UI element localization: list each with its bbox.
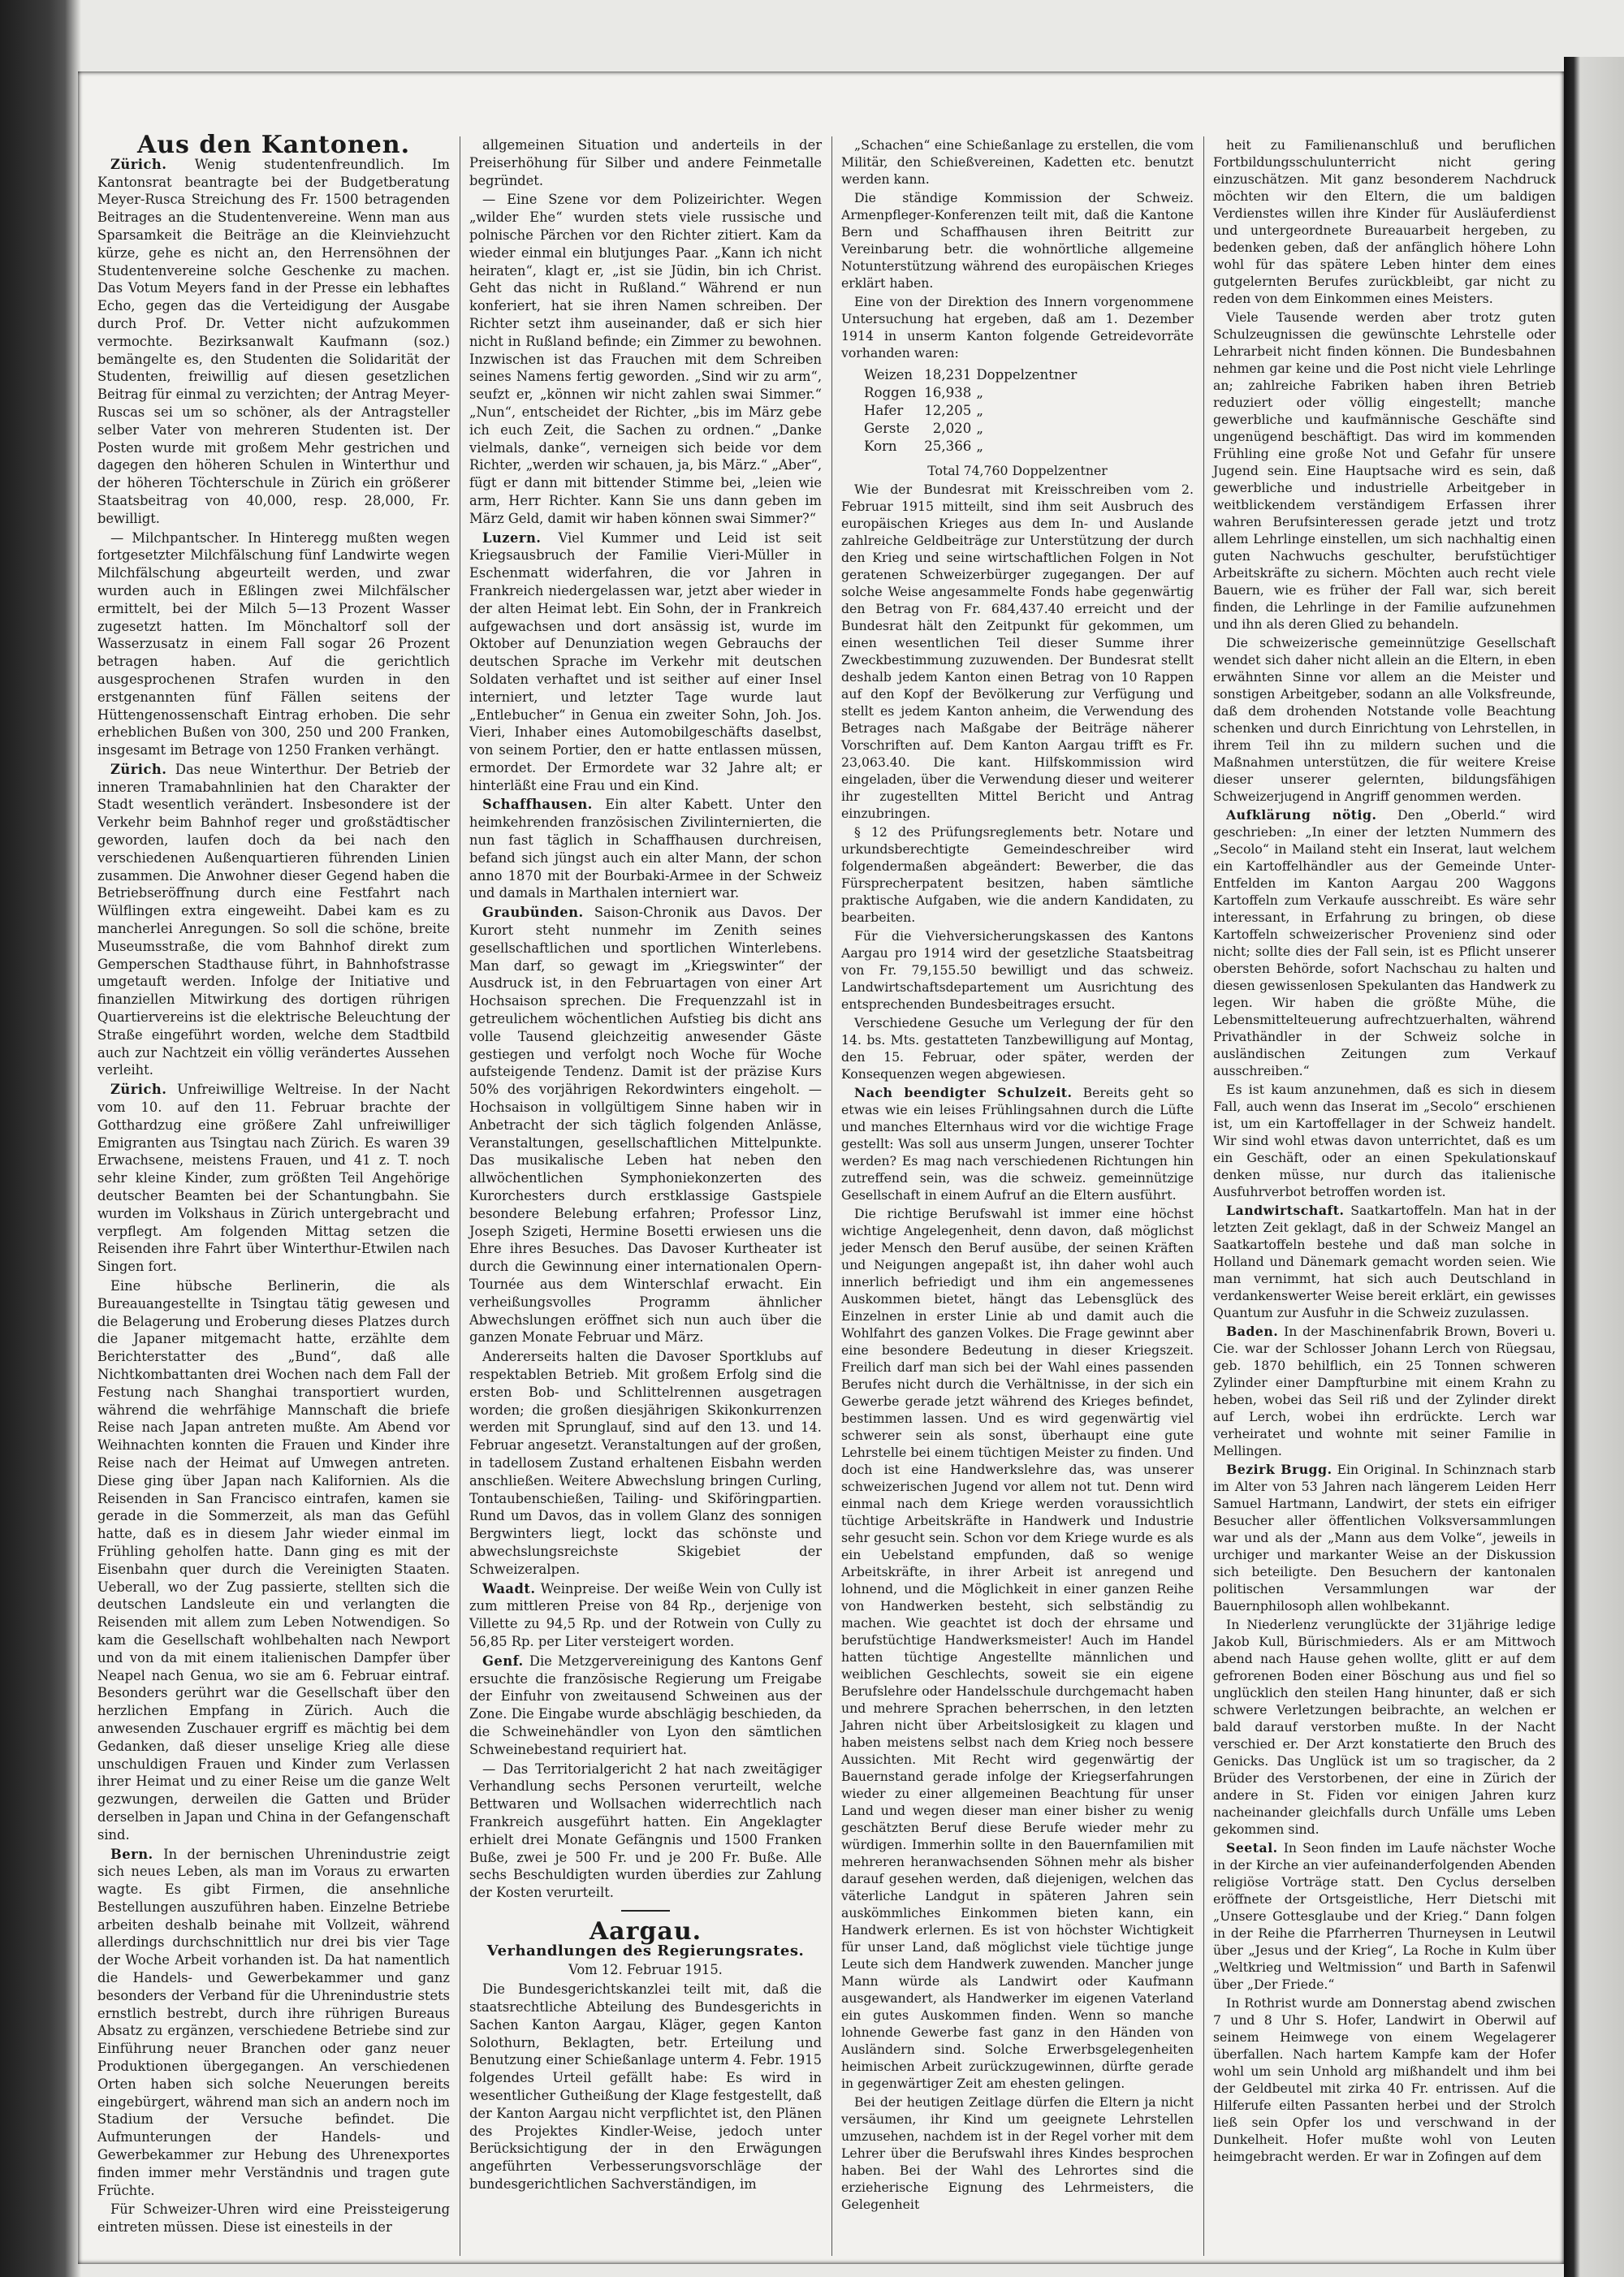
article-lead: Genf. — [482, 1653, 524, 1669]
table-row — [864, 384, 1085, 402]
next-page-edge — [1564, 57, 1624, 2277]
grain-value: 12,205 — [924, 403, 972, 418]
dateline: Vom 12. Februar 1915. — [568, 1962, 723, 1978]
article-paragraph — [97, 156, 450, 528]
article-lead: Bezirk Brugg. — [1226, 1462, 1332, 1477]
article-text: Den „Oberld.“ wird geschrieben: „In einer der letzten Nummern des „Secolo“ in Mailand steht ein Inserat, laut welchem ein Kartoffelhändler aus der Gemeinde Unter-Entfelden im Kanton Aargau 200 Waggons Kartoffeln zum Verkaufe ausschreibt. Es wäre sehr interessant, in Erfahrung zu bringen, ob diese Kartoffeln schweizerischer Provenienz sind oder nicht; sollte dies der Fall sein, ist es Pflicht unserer obersten Behörde, sofort Nachschau zu halten und diesen gewissenlosen Spekulanten das Handwerk zu legen. Wir haben die größte Mühe, die Lebensmittelteuerung aufrechtzuerhalten, während Privathändler in der Schweiz solche in ausländischen Zeitungen zum Verkauf ausschreiben.“ — [1213, 807, 1556, 1078]
grain-name: Roggen — [864, 385, 917, 400]
article-paragraph — [1213, 1202, 1556, 1321]
article-text: In der Maschinenfabrik Brown, Boveri u. Cie. war der Schlosser Johann Lerch von Rüegsau, geb. 1870 behilflich, ein 25 Tonnen schweren Zylinder einer Dampfturbine mit einem Krahn zu heben, wobei das Seil riß und der Zylinder direkt auf Lerch, wobei ihn erdrückte. Lerch war verheiratet und wohnte mit seiner Familie in Mellingen. — [1213, 1324, 1556, 1458]
article-paragraph — [1213, 1839, 1556, 1993]
article-paragraph — [469, 1653, 822, 1759]
article-lead: Zürich. — [110, 156, 167, 172]
article-paragraph — [469, 796, 822, 902]
article-paragraph — [469, 529, 822, 795]
column-1 — [97, 131, 450, 2238]
grain-unit: Doppelzentner — [976, 367, 1078, 382]
article-paragraph — [1213, 1616, 1556, 1838]
article-paragraph — [1213, 1081, 1556, 1200]
article-text: Das neue Winterthur. Der Betrieb der inneren Tramabahnlinien hat den Charakter der Stadt wesentlich verändert. Insbesondere ist der Verkehr beim Bahnhof reger und großstädtischer geworden, laufen doch da bei nach den verschiedenen Außenquartieren führenden Linien zusammen. Die Anwohner dieser Gegend haben die Betriebseröffnung durch eine Festfahrt nach Wülflingen extra eingeweiht. Dabei kam es zu mancherlei Anregungen. So soll die schöne, breite Museumsstraße, die vom Bahnhof direkt zum Gemperschen Stadthause führt, in Bahnhofstrasse umgetauft werden. Infolge der Initiative und finanziellen Mitwirkung des dortigen rührigen Quartiervereins ist die elektrische Beleuchtung der Straße eingeführt worden, welche dem Stadtbild auch zur Nachtzeit ein völlig verändertes Aussehen verleiht. — [97, 761, 450, 1078]
table-row — [864, 420, 1085, 438]
article-paragraph — [841, 481, 1194, 822]
article-paragraph — [469, 191, 822, 527]
article-text: Saison-Chronik aus Davos. Der Kurort steht nunmehr im Zenith seines gesellschaftlichen und sportlichen Winterlebens. Man darf, so gewagt im „Kriegswinter“ der Ausdruck ist, in den Februartagen von einer Art Hochsaison sprechen. Die Frequenzzahl ist in getreulichem wöchentlichen Aufstieg bis dicht ans volle Tausend gleichzeitig anwesender Gäste gestiegen und verfolgt noch Woche für Woche aufsteigende Tendenz. Damit ist der präzise Kurs 50% des vorjährigen Rekordwinters eingeholt. — Hochsaison in vollgültigem Sinne haben wir in Anbetracht der sich täglich folgenden Anlässe, Veranstaltungen, gesellschaftlichen Mittelpunkte. Das musikalische Leben hat neben den allwöchentlichen Symphoniekonzerten des Kurorchesters durch erstklassige Gastspiele besondere Belebung erfahren; Professor Linz, Joseph Szigeti, Hermine Bosetti erwiesen uns die Ehre ihres Besuches. Das Davoser Kurtheater ist durch die Gewinnung einer internationalen Opern-Tournée aus dem Winterschlaf erwacht. Ein verheißungsvolles Programm ähnlicher Abwechslungen eröffnet sich nun auch über die ganzen Monate Februar und März. — [469, 905, 822, 1346]
article-paragraph — [97, 761, 450, 1079]
article-text: „Schachen“ eine Schießanlage zu erstellen, die vom Militär, den Schießvereinen, Kadetten etc. benutzt werden kann. — [841, 137, 1194, 187]
article-text: Viele Tausende werden aber trotz guten Schulzeugnissen die gewünschte Lehrstelle oder Lehrarbeit nicht finden können. Die Bundesbahnen nehmen gar keine und die Post nicht viele Lehrlinge an; zahlreiche Fabriken haben ihren Betrieb reduziert oder völlig eingestellt; manche gewerbliche und kaufmännische Geschäfte sind ungenügend beschäftigt. Das wird im kommenden Frühling eine große Not und Gefahr für unsere Jugend sein. Eine Hauptsache wird es sein, daß gewerbliche und industrielle Arbeitgeber in weitblickendem verständigem Erfassen ihrer wahren Berufsinteressen gerade jetzt und trotz allem Lehrlinge einstellen, um sich nachhaltig einen guten Nachwuchs geschulter, berufstüchtiger Arbeitskräfte zu sichern. Möchten auch recht viele Bauern, wie es früher der Fall war, sich bereit finden, die Lehrlinge in der Familie aufzunehmen und ihn als deren Glied zu behandeln. — [1213, 309, 1556, 632]
column-3-articles — [841, 136, 1194, 361]
article-lead: Aufklärung nötig. — [1226, 807, 1377, 823]
grain-name: Weizen — [864, 367, 914, 382]
article-lead: Nach beendigter Schulzeit. — [854, 1085, 1073, 1100]
grain-value: 16,938 — [924, 385, 972, 400]
column-4 — [1213, 136, 1556, 2167]
article-paragraph — [469, 1348, 822, 1578]
article-lead: Graubünden. — [482, 905, 584, 921]
article-lead: Zürich. — [110, 1082, 167, 1098]
article-lead: Zürich. — [110, 761, 167, 777]
article-text: Bereits geht so etwas wie ein leises Frühlingsahnen durch die Lüfte und manches Elternhaus wird vor die wichtige Frage gestellt: Was soll aus unserm Jungen, unserer Tochter werden? Es mag nach verschiedenen Richtungen hin zutreffend sein, was die schweiz. gemeinnützige Gesellschaft in einem Aufruf an die Eltern ausführt. — [841, 1085, 1194, 1203]
column-rule — [1203, 136, 1204, 2256]
article-text: Die Metzgervereinigung des Kantons Genf ersuchte die französische Regierung um Freigabe der Einfuhr von zweitausend Schweinen aus der Zone. Die Eingabe wurde abschlägig beschieden, da die Schweinehändler von Lyon den sämtlichen Schweinebestand requiriert hat. — [469, 1653, 822, 1757]
article-paragraph — [469, 1761, 822, 1902]
article-text: Wenig studentenfreundlich. Im Kantonsrat beantragte bei der Budgetberatung Meyer-Rusca Streichung des Fr. 1500 betragenden Beitrages an die Studentenvereine. Wenn man aus Sparsamkeit die Beiträge an die Kleinviehzucht kürze, gehe es nicht an, den Herrensöhnen der Studentenvereine solche Geschenke zu machen. Das Votum Meyers fand in der Presse ein lebhaftes Echo, gegen das die Verteidigung der Ausgabe durch Prof. Dr. Vetter nicht aufzukommen vermochte. Bezirksanwalt Kaufmann (soz.) bemängelte es, den Studenten die Solidarität der Studenten, freiwillig auf diesen gesetzlichen Beitrag für einmal zu verzichten; der Antrag Meyer-Ruscas sei um so schöner, als der Antragsteller selber Vater von mehreren Studenten ist. Der Posten wurde mit großem Mehr gestrichen und dagegen den höheren Schulen in Winterthur und der höheren Töchterschule in Zürich ein größerer Staatsbeitrag von 40,000, resp. 28,000, Fr. bewilligt. — [97, 156, 450, 526]
article-paragraph — [1213, 634, 1556, 805]
grain-value: 2,020 — [932, 421, 972, 436]
article-paragraph — [841, 1014, 1194, 1082]
article-text: Andererseits halten die Davoser Sportklubs auf respektablen Betrieb. Mit großem Erfolg sind die ersten Bob- und Schlittelrennen ausgetragen worden; die großen diesjährigen Skikonkurrenzen werden mit Sprunglauf, sind auf den 13. und 14. Februar angesetzt. Veranstaltungen auf der großen, in tadellosem Zustand erhaltenen Eisbahn werden anschließen. Weitere Abwechslung bringen Curling, Tontaubenschießen, Tailing- und Skiföringpartien. Rund um Davos, das in vollem Glanz des sonnigen Bergwinters liegt, lockt das schönste und abwechslungsreichste Skigebiet der Schweizeralpen. — [469, 1349, 822, 1577]
article-paragraph — [97, 2201, 450, 2236]
article-paragraph — [1213, 806, 1556, 1079]
grain-unit: „ — [976, 403, 983, 418]
newspaper-page — [78, 71, 1564, 2264]
article-paragraph — [97, 1277, 450, 1844]
article-lead: Baden. — [1226, 1324, 1279, 1339]
article-lead: Schaffhausen. — [482, 797, 593, 813]
article-text: — Eine Szene vor dem Polizeirichter. Wegen „wilder Ehe“ wurden stets viele russische und polnische Pärchen vor den Richter zitiert. Kam da wieder einmal ein blutjunges Paar. „Kann ich nicht heiraten“, klagt er, „ist sie Jüdin, bin ich Christ. Geht das nicht in Rußland.“ Während er nun konferiert, hat sie ihren Namen schreiben. Der Richter setzt ihm auseinander, daß er sich hier nicht in Rußland befinde; ein Zimmer zu bewohnen. Inzwischen ist das Frauchen mit dem Schreiben seines Namens fertig geworden. „Sind wir zu arm“, seufzt er, „können wir nicht zahlen swai Simmer.“ „Nun“, entscheidet der Richter, „bis im März gebe ich euch Zeit, die Sachen zu ordnen.“ „Danke vielmals, danke“, verneigen sich beide vor dem Richter, „werden wir schauen, ja, bis März.“ „Aber“, fügt er dann mit bittender Stimme bei, „leien wie arm, Herr Richter. Kann Sie uns dann geben im März Geld, damit wir haben können swai Simmer?“ — [469, 192, 822, 526]
article-text: heit zu Familienanschluß und beruflichen Fortbildungsschulunterricht nicht gering einzuschätzen. Mit ganz besonderem Nachdruck möchten wir den Eltern, die um baldigen Verdienstes willen ihre Kinder für Ausläuferdienst und untergeordnete Bureauarbeit hergeben, zu bedenken geben, daß der anfänglich höhere Lohn wohl für das spätere Leben hinter dem eines gutgelernten Berufes zurückbleibt, gar nicht zu reden von dem Einkommen eines Meisters. — [1213, 137, 1556, 306]
article-text: — Milchpantscher. In Hinteregg mußten wegen fortgesetzter Milchfälschung fünf Landwirte wegen Milchfälschung abgeurteilt werden, und zwar wurden auch in Eßlingen zwei Milchfälscher ermittelt, bei der Milch 5—13 Prozent Wasser zugesetzt hatten. Im Mönchaltorf soll der Wasserzusatz in einem Fall sogar 26 Prozent betragen haben. Auf die gerichtlich ausgesprochenen Strafen wurden in den erstgenannten fünf Fällen seitens der Hüttengenossenschaft Eintrag erhoben. Die sehr erheblichen Bußen von 300, 250 und 200 Franken, insgesamt im Betrage von 1250 Franken verhängt. — [97, 529, 450, 758]
subheading-regierungsrat: Verhandlungen des Regierungsrates. — [486, 1942, 805, 1959]
article-text: Bei der heutigen Zeitlage dürfen die Eltern ja nicht versäumen, ihr Kind um geeignete Lehrstellen umzusehen, nachdem ist in der Regel vorher mit dem Lehrer über die Berufswahl ihres Kindes besprochen haben. Bei der Wahl des Lehrortes sind die erzieherische Eignung des Lehrmeisters, die Gelegenheit — [841, 2094, 1194, 2212]
grain-unit: „ — [976, 439, 983, 454]
article-text: Unfreiwillige Weltreise. In der Nacht vom 10. auf den 11. Februar brachte der Gotthardzug eine größere Zahl unfreiwilliger Emigranten aus Tsingtau nach Zürich. Es waren 39 Erwachsene, meistens Frauen, und 41 z. T. noch sehr kleine Kinder, zum größten Teil Angehörige deutscher Beamten bei der Schantungbahn. Sie wurden im Volkshaus in Zürich untergebracht und verpflegt. Am folgenden Mittag setzen die Reisenden ihre Fahrt über Winterthur-Etwilen nach Singen fort. — [97, 1082, 450, 1275]
table-row — [864, 438, 1085, 456]
article-text: Die schweizerische gemeinnützige Gesellschaft wendet sich daher nicht allein an die Eltern, in eben erwähnten Sinne vor allem an die Meister und sonstigen Arbeitgeber, sodann an alle Volksfreunde, daß dem drohenden Notstande volle Beachtung schenken und durch Einrichtung von Lehrstellen, in ihrem Teil ihn zu mildern suchen und die Maßnahmen unterstützen, die für weitere Kreise dieser unserer gelernten, bildungsfähigen Schweizerjugend in Angriff genommen werden. — [1213, 635, 1556, 804]
article-text: Eine hübsche Berlinerin, die als Bureauangestellte in Tsingtau tätig gewesen und die Belagerung und Eroberung dieses Platzes durch die Japaner mitgemacht hatte, erzählte dem Berichterstatter des „Bund“, daß alle Nichtkombattanten drei Wochen nach dem Fall der Festung nach Shanghai transportiert wurden, während die wehrfähige Mannschaft die briefe Reise nach Japan antreten mußte. Am Abend vor Weihnachten konnten die Frauen und Kinder ihre Reise nach der Heimat auf Umwegen antreten. Diese ging über Japan nach Kalifornien. Als die Reisenden in San Francisco eintrafen, kamen sie gerade in die Sommerzeit, als man das Gefühl hatte, daß es in diesem Jahr wieder einmal im Frühling geholfen hatte. Dann ging es mit der Eisenbahn quer durch die Vereinigten Staaten. Ueberall, wo der Zug passierte, stellten sich die deutschen Landsleute ein und verlangten die Reisenden mit allem zum Leben Notwendigen. So kam die Gesellschaft wohlbehalten nach Newport und von da mit einem italienischen Dampfer über Neapel nach Genua, wo sie am 6. Februar eintraf. Besonders gerührt war die Gesellschaft über den herzlichen Empfang in Zürich. Auch die anwesenden Zuschauer ergriff es mächtig bei dem Gedanken, daß dieser unselige Krieg alle diese unschuldigen Frauen und Kinder zum Verlassen ihrer Heimat und zu einer Reise um die ganze Welt gezwungen, derweilen die Gatten und Brüder derselben in Japan und China in der Gefangenschaft sind. — [97, 1278, 450, 1843]
grain-name: Korn — [864, 439, 897, 454]
article-text: Wie der Bundesrat mit Kreisschreiben vom 2. Februar 1915 mitteilt, sind ihm seit Ausbruch des europäischen Krieges aus dem In- und Auslande zahlreiche Geldbeiträge zur Unterstützung der durch den Krieg und seine wirtschaftlichen Folgen in Not geratenen Schweizerbürger zugegangen. Der auf solche Weise angesammelte Fonds habe gegenwärtig den Betrag von Fr. 684,437.40 erreicht und der Bundesrat hält den Zeitpunkt für gekommen, um einen wesentlichen Teil dieser Summe ihrer Zweckbestimmung zuzuwenden. Der Bundesrat stellt deshalb jedem Kanton einen Betrag von 10 Rappen auf den Kopf der Bevölkerung zur Verfügung und stellt es jedem Kanton anheim, die Verwendung des Betrages nach Maßgabe der Beiträge näherer Vorschriften auf. Dem Kanton Aargau trifft es Fr. 23,063.40. Die kant. Hilfskommission wird eingeladen, über die Verwendung dieser und weiterer ihr zugestellten Mittel Bericht und Antrag einzubringen. — [841, 482, 1194, 821]
article-text: Eine von der Direktion des Innern vorgenommene Untersuchung hat ergeben, daß am 1. Dezember 1914 in unserm Kanton folgende Getreidevorräte vorhanden waren: — [841, 294, 1194, 361]
table-row — [864, 402, 1085, 420]
article-lead: Seetal. — [1226, 1840, 1278, 1856]
article-text: Die richtige Berufswahl ist immer eine höchst wichtige Angelegenheit, denn davon, daß möglichst jeder Mensch den Beruf ausübe, der seinen Kräften und Neigungen angepaßt ist, ihn daher wohl auch innerlich befriedigt und ihm ein angemessenes Auskommen bietet, hängt das Lebensglück des Einzelnen in erster Linie ab und damit auch die Wohlfahrt des ganzen Volkes. Die Frage gewinnt aber eine besondere Bedeutung in dieser Kriegszeit. Freilich darf man sich bei der Wahl eines passenden Berufes nicht durch die Verhältnisse, in der sich ein Gewerbe gerade jetzt während des Krieges befindet, bestimmen lassen. Und es wird gegenwärtig viel schwerer sein als sonst, überhaupt eine gute Lehrstelle bei einem tüchtigen Meister zu finden. Und doch ist eine Handwerkslehre das, was unserer schweizerischen Jugend vor allem not tut. Denn wird einmal nach dem Kriege werden voraussichtlich tüchtige Arbeitskräfte in Handwerk und Industrie sehr gesucht sein. Schon vor dem Kriege wurde es als ein Uebelstand empfunden, daß so wenige Arbeitskräfte, in ihrer Arbeit ist anregend und lohnend, und die Möglichkeit in einer ganzen Reihe von Handwerken besteht, sich selbständig zu machen. Wie geachtet ist doch der ehrsame und berufstüchtige Handwerksmeister! Auch im Handel hatten tüchtige Angestellte männlichen und weiblichen Geschlechts, soweit sie ein eigene Berufslehre oder Handelsschule durchgemacht haben und mehrere Sprachen beherrschen, in den letzten Jahren nicht über Arbeitslosigkeit zu klagen und haben meistens selbst nach dem Krieg noch bessere Aussichten. Mit Recht wird gegenwärtig der Bauernstand gerade infolge der Kriegserfahrungen wieder zu einer allgemeinen Beachtung für unser Land und wegen dieser man einer bisher zu wenig geschätzten Beruf diese Berufe wieder mehr zu würdigen. Immerhin sollte in den Bauernfamilien mit mehreren heranwachsenden Söhnen mehr als bisher darauf gesehen werden, daß diejenigen, welchen das väterliche Landgut in späteren Jahren sein auskömmliches Einkommen bieten kann, ein Handwerk erlernen. Es ist von höchster Wichtigkeit für unser Land, daß möglichst viele tüchtige junge Leute sich dem Handwerk zuwenden. Mancher junge Mann würde als Landwirt oder Kaufmann ausgewandert, als Handwerker im eigenen Vaterland ein gutes Auskommen finden. Wenn so manche lohnende Gewerbe fast ganz in den Händen von Ausländern sind. Solche Erwerbsgelegenheiten heimischen Arbeit zurückzugewinnen, dürfte gerade in gegenwärtiger Zeit am ehesten gelingen. — [841, 1206, 1194, 2091]
article-lead: Waadt. — [482, 1580, 536, 1596]
article-text: Die Bundesgerichtskanzlei teilt mit, daß die staatsrechtliche Abteilung des Bundesgerichts in Sachen Kanton Aargau, Kläger, gegen Kanton Solothurn, Beklagten, betr. Erteilung und Benutzung einer Schießanlage unterm 4. Febr. 1915 folgendes Urteil gefällt habe: Es wird in wesentlicher Gutheißung der Klage festgestellt, daß der Kanton Aargau nicht verpflichtet ist, den Plänen des Projektes Kindler-Weise, jedoch unter Berücksichtigung der in den Erwägungen angeführten Verbesserungsvorschläge der bundesgerichtlichen Sachverständigen, im — [469, 1981, 822, 2193]
article-paragraph — [1213, 309, 1556, 633]
article-paragraph — [1213, 1323, 1556, 1459]
grain-unit: „ — [976, 385, 983, 400]
column-1-articles — [97, 156, 450, 2236]
article-paragraph — [97, 529, 450, 759]
grain-name: Hafer — [864, 403, 904, 418]
article-paragraph — [469, 904, 822, 1346]
article-text: Ein alter Kabett. Unter den heimkehrenden französischen Zivilinternierten, die nun fast täglich in Schaffhausen durchreisen, befand sich jüngst auch ein alter Mann, der schon anno 1870 mit der Bourbaki-Armee in der Schweiz und damals in Marthalen interniert war. — [469, 797, 822, 901]
article-text: In Rothrist wurde am Donnerstag abend zwischen 7 und 8 Uhr S. Hofer, Landwirt in Oberwil auf seinem Heimwege von einem Wegelagerer überfallen. Nach hartem Kampfe kam der Hofer wohl um sein Unhold arg mißhandelt und ihm bei der Geldbeutel mit zirka 40 Fr. entrissen. Auf die Hilferufe eilten Passanten herbei und der Strolch ließ sein Opfer los und verschwand in der Dunkelheit. Hofer mußte wohl von Leuten heimgebracht werden. Er war in Zofingen auf dem — [1213, 1995, 1556, 2164]
article-paragraph — [841, 189, 1194, 292]
column-2-articles-aargau — [469, 1981, 822, 2193]
article-text: Für Schweizer-Uhren wird eine Preissteigerung eintreten müssen. Diese ist einesteils in der — [97, 2201, 450, 2236]
divider — [621, 1910, 670, 1912]
column-rule — [831, 136, 832, 2256]
article-paragraph — [469, 1580, 822, 1651]
article-text: In der bernischen Uhrenindustrie zeigt sich neues Leben, als man im Voraus zu erwarten wagte. Es gibt Firmen, die ansehnliche Bestellungen auszuführen haben. Einzelne Betriebe arbeiten deshalb beinahe mit Vollzeit, während allerdings durchschnittlich nur drei bis vier Tage der Woche Arbeit vorhanden ist. Da hat namentlich die Handels- und Gewerbekammer und ganz besonders der Verband für die Uhrenindustrie stets ernstlich bestrebt, durch ihre rührigen Bureaus Absatz zu ergänzen, verschiedene Betriebe sind zur Einführung neuer Branchen oder ganz neuer Produktionen übergegangen. An verschiedenen Orten haben sich solche Neuerungen bereits eingebürgert, während man sich an andern noch im Stadium der Versuche befindet. Die Aufmunterungen der Handels- und Gewerbekammer zur Hebung des Uhrenexportes finden immer mehr Verständnis und tragen gute Früchte. — [97, 1846, 450, 2198]
column-3-articles-2 — [841, 481, 1194, 2213]
grain-unit: „ — [976, 421, 983, 436]
column-3 — [841, 136, 1194, 2214]
article-paragraph — [97, 1846, 450, 2200]
table-row — [864, 366, 1085, 384]
article-text: Viel Kummer und Leid ist seit Kriegsausbruch der Familie Vieri-Müller in Eschenmatt widerfahren, die vor Jahren in Frankreich niedergelassen war, jetzt aber wieder in der alten Heimat lebt. Ein Sohn, der in Frankreich aufgewachsen und dort ansässig ist, wurde im Oktober auf Denunziation wegen Gebrauchs der deutschen Sprache im Verkehr mit deutschen Soldaten verhaftet und ist seither auf einer Insel interniert, und letzter Tage wurde laut „Entlebucher“ in Genua ein zweiter Sohn, Joh. Jos. Vieri, Inhaber eines Automobilgeschäfts daselbst, von seinem Portier, den er hatte entlassen müssen, ermordet. Der Ermordete war 32 Jahre alt; er hinterläßt eine Frau und ein Kind. — [469, 529, 822, 793]
article-text: Verschiedene Gesuche um Verlegung der für den 14. bs. Mts. gestatteten Tanzbewilligung auf Montag, den 15. Februar, oder später, werden der Konsequenzen wegen abgewiesen. — [841, 1015, 1194, 1082]
article-paragraph — [841, 2093, 1194, 2213]
article-text: Ein Original. In Schinznach starb im Alter von 53 Jahren nach längerem Leiden Herr Samuel Hartmann, Landwirt, der stets ein eifriger Besucher aller öffentlichen Volksversammlungen war und als der „Mann aus dem Volke“, jeweils in urchiger und markanter Weise an der Diskussion sich beteiligte. Den Besuchern der kantonalen politischen Versammlungen war der Bauernphilosoph allen wohlbekannt. — [1213, 1462, 1556, 1614]
article-paragraph — [841, 823, 1194, 926]
article-text: Es ist kaum anzunehmen, daß es sich in diesem Fall, auch wenn das Inserat im „Secolo“ erschienen ist, um ein Kartoffellager in der Schweiz handelt. Wir sind wohl etwas davon unterrichtet, daß es um ein Geschäft, oder an einen Spekulationskauf denken müsse, nur durch das italienische Ausfuhrverbot betroffen worden ist. — [1213, 1082, 1556, 1199]
article-paragraph — [841, 927, 1194, 1013]
section-heading-aargau: Aargau. — [589, 1916, 702, 1946]
column-2-articles — [469, 136, 822, 1902]
article-text: In Seon finden im Laufe nächster Woche in der Kirche an vier aufeinanderfolgenden Abenden religiöse Vorträge statt. Den Cyclus derselben eröffnete der Ortsgeistliche, Herr Dietschi mit „Unsere Gottesglaube und der Krieg.“ Dann folgen in der Reihe die Pfarrherren Thurneysen in Leutwil über „Jesus und der Krieg“, La Roche in Kulm über „Weltkrieg und Weltmission“ und Barth in Safenwil über „Der Friede.“ — [1213, 1840, 1556, 1992]
article-text: § 12 des Prüfungsreglements betr. Notare und urkundsberechtigte Gemeindeschreiber wird folgendermaßen abgeändert: Bewerber, die das Fürsprecherpatent besitzen, haben sämtliche praktische Aufgaben, wie die andern Kandidaten, zu bearbeiten. — [841, 824, 1194, 925]
article-text: — Das Territorialgericht 2 hat nach zweitägiger Verhandlung sechs Personen verurteilt, welche Bettwaren und Wollsachen widerrechtlich nach Frankreich ausgeführt hatten. Ein Angeklagter erhielt drei Monate Gefängnis und 1500 Franken Buße, zwei je 500 Fr. und je 200 Fr. Buße. Alle sechs Beschuldigten wurden überdies zur Zahlung der Kosten verurteilt. — [469, 1761, 822, 1901]
article-paragraph — [841, 293, 1194, 361]
section-heading-kantonen: Aus den Kantonen. — [136, 131, 411, 159]
article-text: Die ständige Kommission der Schweiz. Armenpfleger-Konferenzen teilt mit, daß die Kantone Bern und Schaffhausen ihren Beitritt zur Vereinbarung betr. die wohnörtliche allgemeine Notunterstützung während des europäischen Krieges erklärt haben. — [841, 190, 1194, 291]
article-paragraph — [1213, 136, 1556, 307]
article-text: Saatkartoffeln. Man hat in der letzten Zeit geklagt, daß in der Schweiz Mangel an Saatkartoffeln bestehe und daß man solche in Holland und Dänemark gemacht worden seien. Wie man vernimmt, hat sich auch Deutschland in verdankenswerter Weise bereit erklärt, ein gewisses Quantum zur Ausfuhr in die Schweiz zuzulassen. — [1213, 1203, 1556, 1320]
article-paragraph — [469, 136, 822, 189]
article-lead: Luzern. — [482, 529, 542, 546]
article-text: Für die Viehversicherungskassen des Kantons Aargau pro 1914 wird der gesetzliche Staatsbeitrag von Fr. 79,155.50 bewilligt und das schweiz. Landwirtschaftsdepartement um Ausrichtung des entsprechenden Bundesbeitrages ersucht. — [841, 928, 1194, 1012]
article-paragraph — [841, 1205, 1194, 2092]
grain-name: Gerste — [864, 421, 910, 436]
article-paragraph — [1213, 1994, 1556, 2165]
article-lead: Landwirtschaft. — [1226, 1203, 1345, 1218]
article-paragraph — [469, 1981, 822, 2193]
grain-table — [864, 366, 1085, 456]
column-4-articles — [1213, 136, 1556, 2165]
grain-total: Total 74,760 Doppelzentner — [927, 463, 1108, 478]
article-text: Weinpreise. Der weiße Wein von Cully ist zum mittleren Preise von 84 Rp., derjenige von Villette zu 94,5 Rp. und der Rotwein von Cully zu 56,85 Rp. per Liter versteigert worden. — [469, 1580, 822, 1649]
grain-value: 18,231 — [924, 367, 972, 382]
article-paragraph — [841, 1084, 1194, 1203]
column-2 — [469, 136, 822, 2195]
article-lead: Bern. — [110, 1846, 153, 1862]
article-paragraph — [841, 136, 1194, 188]
article-paragraph — [97, 1081, 450, 1276]
article-paragraph — [1213, 1461, 1556, 1614]
article-text: In Niederlenz verunglückte der 31jährige ledige Jakob Kull, Bürischmieders. Als er am Mittwoch abend nach Hause gehen wollte, glitt er auf dem gefrorenen Boden einer Böschung aus und fiel so unglücklich den steilen Hang hinunter, daß er sich schwere Verletzungen beibrachte, an welchen er bald darauf verstorben mußte. In der Nacht verschied er. Der Arzt konstatierte den Bruch des Genicks. Das Unglück ist um so tragischer, da 2 Brüder des Verstorbenen, der eine in Zürich der andere in St. Fiden vor einigen Jahren kurz nacheinander gleichfalls durch Unfälle ums Leben gekommen sind. — [1213, 1617, 1556, 1837]
article-text: allgemeinen Situation und anderteils in der Preiserhöhung für Silber und andere Feinmetalle begründet. — [469, 137, 822, 188]
grain-value: 25,366 — [924, 439, 972, 454]
